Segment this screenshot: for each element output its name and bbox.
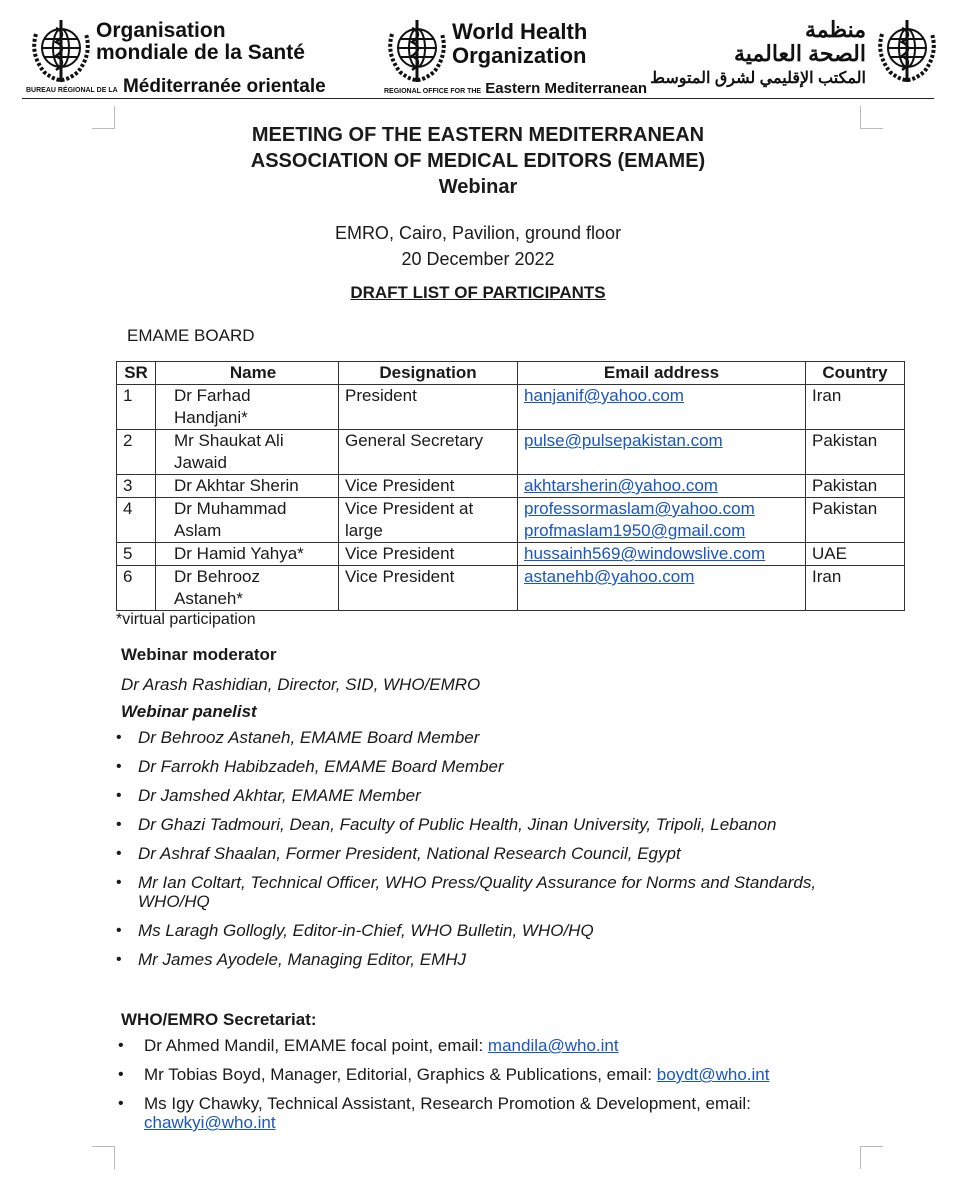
who-emblem-icon [382, 14, 452, 86]
list-item [116, 1094, 884, 1132]
letterhead-fr-region: Méditerranée orientale [122, 76, 326, 97]
cell-country: Pakistan [806, 430, 905, 475]
document-title [0, 122, 956, 200]
cell-country: UAE [806, 543, 905, 566]
moderator-name: Dr Arash Rashidian, Director, SID, WHO/EMRO [121, 675, 481, 694]
name-line: Mr Shaukat Ali [174, 431, 284, 450]
table-row [117, 385, 905, 430]
cell-sr: 3 [117, 475, 156, 498]
header-country: Country [806, 362, 905, 385]
name-line: Aslam [174, 521, 222, 540]
meeting-date: 20 December 2022 [401, 249, 555, 269]
email-link[interactable]: astanehb@yahoo.com [524, 567, 695, 586]
designation-line: President [345, 386, 417, 405]
draft-heading: DRAFT LIST OF PARTICIPANTS [350, 283, 606, 302]
secretariat-heading-text: WHO/EMRO Secretariat: [121, 1010, 317, 1029]
cell-sr: 5 [117, 543, 156, 566]
cell-designation [339, 566, 518, 611]
letterhead [0, 14, 956, 102]
header-designation: Designation [339, 362, 518, 385]
cell-country: Iran [806, 385, 905, 430]
designation-line: Vice President [345, 476, 455, 495]
list-item: • Dr Behrooz Astaneh, EMAME Board Member [116, 728, 838, 747]
name-line: Dr Behrooz [174, 567, 260, 586]
designation-line: General Secretary [345, 431, 483, 450]
table-row [117, 566, 905, 611]
email-link[interactable]: pulse@pulsepakistan.com [524, 431, 723, 450]
designation-line: Vice President [345, 544, 455, 563]
designation-line: Vice President [345, 567, 455, 586]
margin-mark [92, 1146, 115, 1169]
letterhead-en-region: Eastern Mediterranean [485, 80, 648, 97]
cell-name [156, 498, 339, 543]
list-item: • Mr James Ayodele, Managing Editor, EMHJ [116, 950, 838, 969]
secretariat-text: Mr Tobias Boyd, Manager, Editorial, Graphics & Publications, email: [144, 1065, 657, 1084]
cell-sr: 1 [117, 385, 156, 430]
title-line1: MEETING OF THE EASTERN MEDITERRANEAN [251, 124, 705, 146]
email-link[interactable]: mandila@who.int [487, 1036, 619, 1055]
table-header-row [117, 362, 905, 385]
venue: EMRO, Cairo, Pavilion, ground floor [334, 223, 622, 243]
name-line: Handjani* [174, 408, 248, 427]
table-row [117, 430, 905, 475]
letterhead-en-region-line [384, 80, 647, 97]
board-heading: EMAME BOARD [127, 326, 255, 345]
margin-mark [860, 1146, 883, 1169]
email-link[interactable]: profmaslam1950@gmail.com [524, 521, 746, 540]
cell-email [518, 385, 806, 430]
email-link[interactable]: boydt@who.int [656, 1065, 770, 1084]
letterhead-english [382, 14, 587, 86]
cell-sr: 2 [117, 430, 156, 475]
name-line: Astaneh* [174, 589, 243, 608]
participants-table [116, 361, 905, 611]
cell-designation [339, 385, 518, 430]
list-item: • Dr Farrokh Habibzadeh, EMAME Board Member [116, 757, 838, 776]
list-item: • Dr Jamshed Akhtar, EMAME Member [116, 786, 838, 805]
designation-line: Vice President at [345, 499, 474, 518]
cell-email [518, 475, 806, 498]
letterhead-en-prefix: REGIONAL OFFICE FOR THE [384, 88, 482, 95]
name-line: Dr Hamid Yahya* [174, 544, 304, 563]
cell-country: Iran [806, 566, 905, 611]
cell-designation [339, 498, 518, 543]
secretariat-text: Dr Ahmed Mandil, EMAME focal point, email: [144, 1036, 488, 1055]
panelist-list [116, 728, 838, 979]
list-item: • Dr Ashraf Shaalan, Former President, National Research Council, Egypt [116, 844, 838, 863]
name-line: Dr Muhammad [174, 499, 287, 518]
moderator-heading: Webinar moderator [121, 645, 277, 664]
cell-email [518, 430, 806, 475]
who-emblem-icon [872, 14, 942, 86]
list-item [116, 1065, 884, 1084]
list-item: • Ms Laragh Gollogly, Editor-in-Chief, WHO Bulletin, WHO/HQ [116, 921, 838, 940]
header-rule [22, 98, 934, 99]
cell-designation [339, 543, 518, 566]
letterhead-fr-line2: mondiale de la Santé [96, 41, 305, 64]
cell-country: Pakistan [806, 475, 905, 498]
cell-country: Pakistan [806, 498, 905, 543]
email-link[interactable]: chawkyi@who.int [144, 1113, 276, 1132]
email-link[interactable]: hanjanif@yahoo.com [524, 386, 684, 405]
cell-name [156, 475, 339, 498]
cell-name [156, 385, 339, 430]
title-line2: ASSOCIATION OF MEDICAL EDITORS (EMAME) [250, 150, 706, 172]
name-line: Dr Akhtar Sherin [174, 476, 299, 495]
cell-email [518, 498, 806, 543]
table-row [117, 498, 905, 543]
virtual-footnote: *virtual participation [116, 611, 256, 628]
cell-name [156, 543, 339, 566]
name-line: Jawaid [174, 453, 227, 472]
cell-email [518, 543, 806, 566]
panelist-heading: Webinar panelist [121, 702, 257, 721]
email-link[interactable]: akhtarsherin@yahoo.com [524, 476, 718, 495]
header-email: Email address [518, 362, 806, 385]
list-item: • Mr Ian Coltart, Technical Officer, WHO Press/Quality Assurance for Norms and Standards, WHO/HQ [116, 873, 838, 911]
name-line: Dr Farhad [174, 386, 251, 405]
header-sr: SR [117, 362, 156, 385]
letterhead-ar-line2: الصحة العالمية [734, 41, 866, 66]
secretariat-list [116, 1036, 884, 1142]
letterhead-fr-region-line [26, 76, 326, 98]
cell-sr: 6 [117, 566, 156, 611]
email-link[interactable]: professormaslam@yahoo.com [524, 499, 755, 518]
letterhead-ar-region: المكتب الإقليمي لشرق المتوسط [650, 70, 866, 87]
letterhead-en-line2: Organization [452, 43, 587, 68]
letterhead-ar-line1: منظمة [805, 17, 866, 42]
letterhead-fr-line1: Organisation [96, 19, 226, 42]
designation-line: large [345, 521, 383, 540]
letterhead-arabic [650, 14, 942, 90]
letterhead-en-line1: World Health [452, 19, 588, 44]
cell-name [156, 566, 339, 611]
secretariat-heading [121, 1010, 317, 1030]
cell-sr: 4 [117, 498, 156, 543]
letterhead-fr-prefix: BUREAU RÉGIONAL DE LA [26, 87, 118, 94]
cell-email [518, 566, 806, 611]
list-item: • Dr Ghazi Tadmouri, Dean, Faculty of Public Health, Jinan University, Tripoli, Lebanon [116, 815, 838, 834]
email-link[interactable]: hussainh569@windowslive.com [524, 544, 766, 563]
header-name: Name [156, 362, 339, 385]
cell-name [156, 430, 339, 475]
cell-designation [339, 475, 518, 498]
table-row [117, 543, 905, 566]
venue-block [0, 220, 956, 272]
cell-designation [339, 430, 518, 475]
title-line3: Webinar [438, 176, 518, 198]
table-row [117, 475, 905, 498]
secretariat-text: Ms Igy Chawky, Technical Assistant, Research Promotion & Development, email: [144, 1094, 751, 1113]
list-item [116, 1036, 884, 1055]
